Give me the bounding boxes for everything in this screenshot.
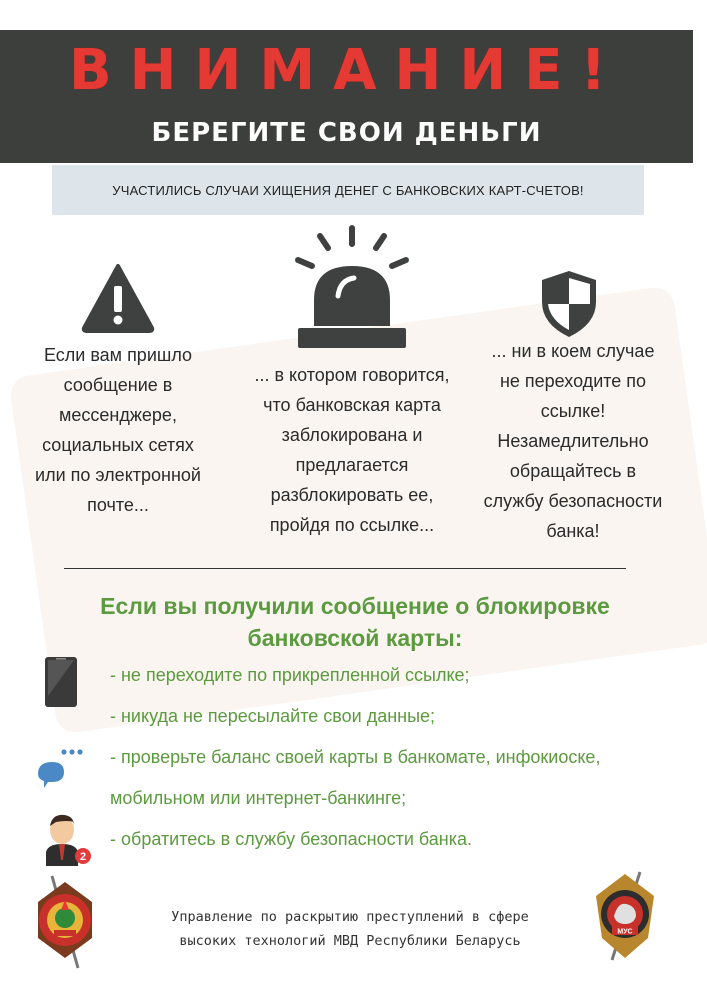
emblem-label: МУС bbox=[617, 928, 633, 936]
advice-item: - никуда не пересылайте свои данные; bbox=[110, 706, 436, 726]
advice-item: - проверьте баланс своей карты в банкомате, инфокиоске, bbox=[110, 747, 601, 767]
alert-bar: УЧАСТИЛИСЬ СЛУЧАИ ХИЩЕНИЯ ДЕНЕГ С БАНКОВСКИХ КАРТ-СЧЕТОВ! bbox=[52, 165, 644, 215]
advice-item: - не переходите по прикрепленной ссылке; bbox=[110, 665, 470, 685]
header-banner bbox=[0, 30, 693, 163]
column-middle-text: ... в котором говорится, что банковская карта заблокирована и предлагается разблокировать ее, пройдя по ссылке... bbox=[254, 365, 450, 535]
page-title: ВНИМАНИЕ! bbox=[68, 38, 624, 103]
notification-badge: 2 bbox=[79, 851, 87, 863]
footer-organization: Управление по раскрытию преступлений в сфере высоких технологий МВД Республики Беларусь bbox=[171, 909, 529, 949]
advice-heading: Если вы получили сообщение о блокировке банковской карты: bbox=[100, 593, 610, 651]
column-right-text: ... ни в коем случае не переходите по ссылке! Незамедлительно обращайтесь в службу безопасности банка! bbox=[483, 341, 663, 541]
advice-item: - обратитесь в службу безопасности банка. bbox=[110, 829, 473, 849]
police-emblem-left-icon bbox=[30, 872, 100, 972]
shield-icon bbox=[538, 268, 600, 340]
section-divider bbox=[64, 568, 626, 569]
cybercrime-emblem-right-icon bbox=[590, 866, 660, 966]
page-subtitle: БЕРЕГИТЕ СВОИ ДЕНЬГИ bbox=[151, 118, 542, 148]
column-left-text: Если вам пришло сообщение в мессенджере, социальных сетях или по электронной почте... bbox=[35, 345, 201, 515]
siren-alarm-icon bbox=[290, 222, 414, 354]
warning-triangle-icon bbox=[80, 262, 156, 334]
chat-bubble-icon bbox=[34, 744, 84, 790]
smartphone-icon bbox=[44, 656, 78, 708]
user-notification-icon bbox=[42, 812, 92, 866]
advice-item: мобильном или интернет-банкинге; bbox=[110, 788, 407, 808]
